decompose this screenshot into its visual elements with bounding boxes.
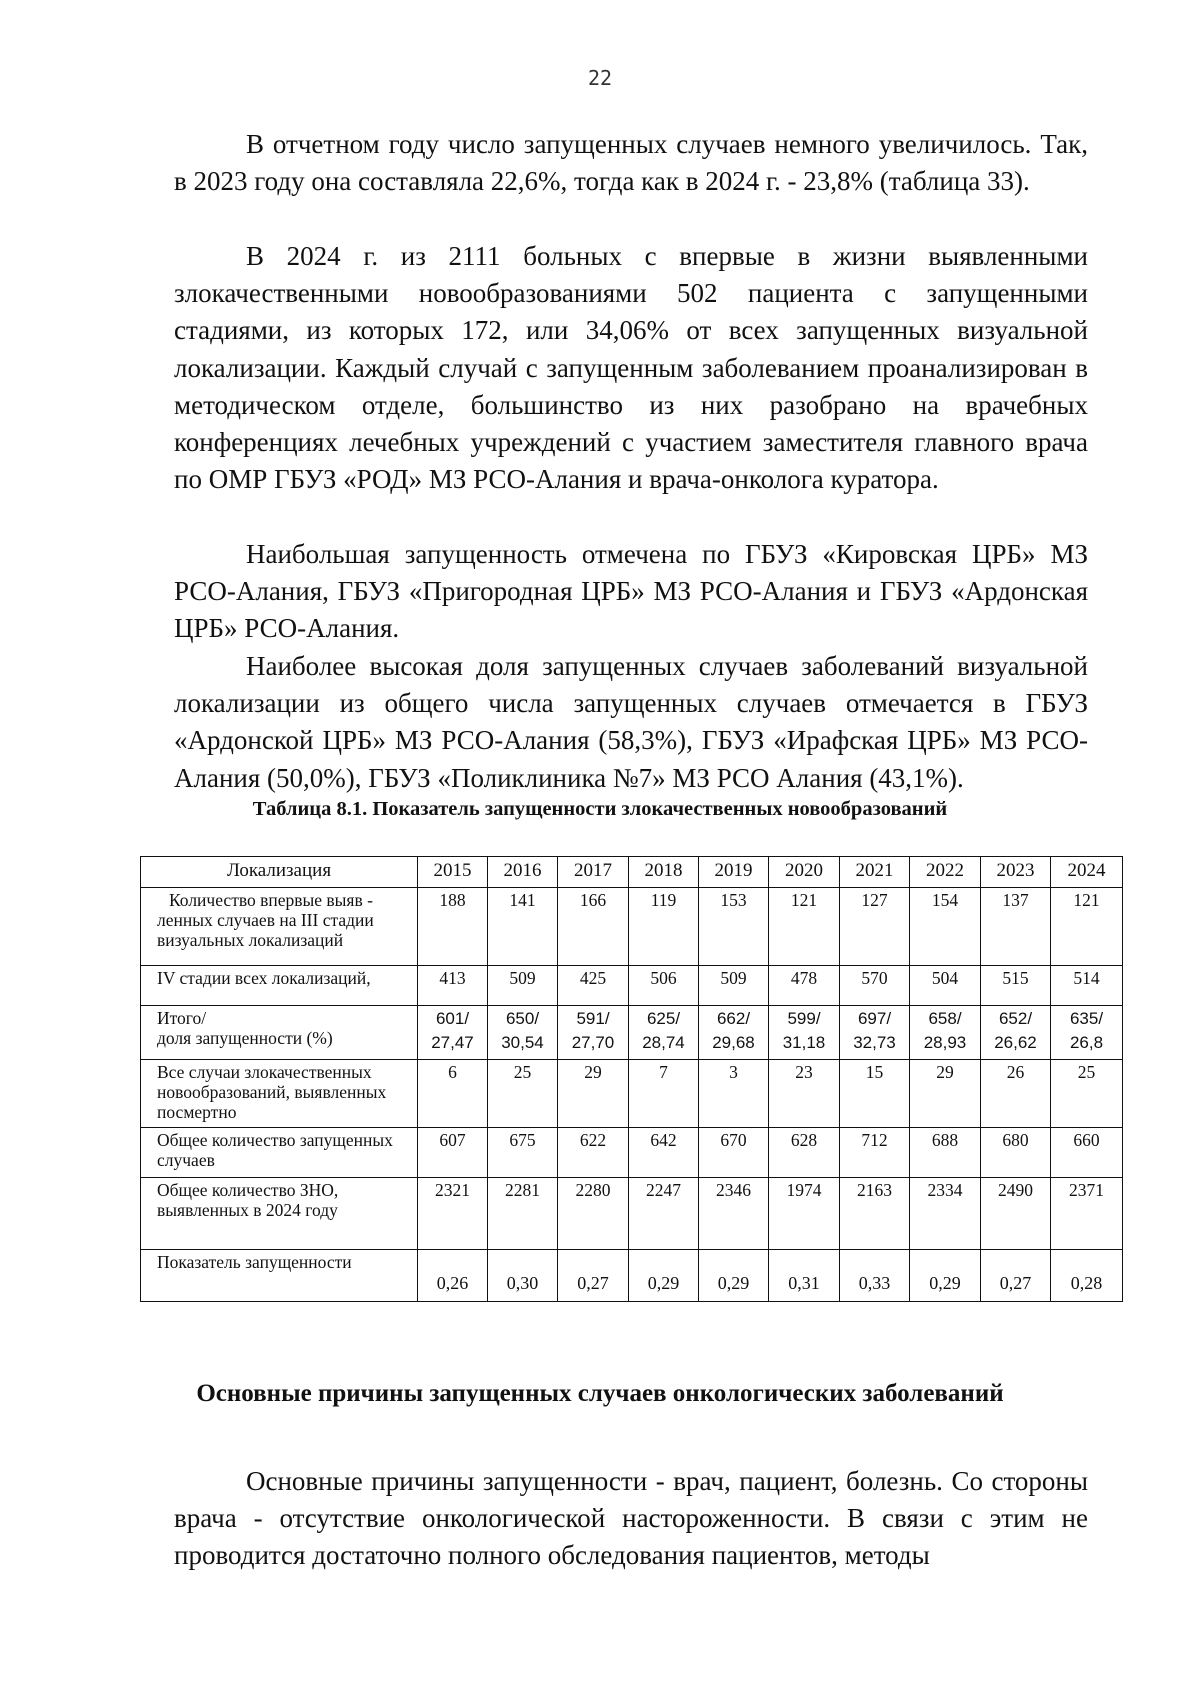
table-cell bbox=[488, 1006, 558, 1060]
table-cell: 0,27 bbox=[981, 1250, 1051, 1302]
total-value: 662/ bbox=[716, 1009, 751, 1028]
table-cell: 2247 bbox=[629, 1178, 699, 1250]
table-cell: 413 bbox=[418, 966, 488, 1006]
table-cell: 0,26 bbox=[418, 1250, 488, 1302]
table-cell: 0,31 bbox=[769, 1250, 840, 1302]
header-year: 2021 bbox=[840, 857, 910, 888]
table-cell bbox=[1051, 1006, 1123, 1060]
table-cell: 2371 bbox=[1051, 1178, 1123, 1250]
row-label: Общее количество ЗНО, выявленных в 2024 году bbox=[141, 1178, 418, 1250]
table-cell: 15 bbox=[840, 1060, 910, 1128]
total-value: 599/ bbox=[787, 1009, 821, 1028]
table-cell: 2490 bbox=[981, 1178, 1051, 1250]
table-cell bbox=[629, 1006, 699, 1060]
table-cell bbox=[699, 1006, 769, 1060]
total-value: 635/ bbox=[1069, 1009, 1104, 1028]
table-row bbox=[141, 966, 1123, 1006]
table-cell bbox=[910, 1006, 981, 1060]
table-row bbox=[141, 1250, 1123, 1302]
table-cell: 2346 bbox=[699, 1178, 769, 1250]
table-cell bbox=[558, 1006, 629, 1060]
table-cell: 29 bbox=[558, 1060, 629, 1128]
table-cell: 127 bbox=[840, 888, 910, 966]
row-label-line: Итого/ bbox=[157, 1008, 207, 1028]
table-cell: 680 bbox=[981, 1128, 1051, 1178]
table-cell: 0,28 bbox=[1051, 1250, 1123, 1302]
header-label: Локализация bbox=[141, 857, 418, 888]
table-row bbox=[141, 1178, 1123, 1250]
paragraph-3: Наибольшая запущенность отмечена по ГБУЗ «Кировская ЦРБ» МЗ РСО-Алания, ГБУЗ «Пригородная ЦРБ» МЗ РСО-Алания и ГБУЗ «Ардонская ЦРБ» РСО-Алания. bbox=[174, 539, 1088, 644]
total-value: 650/ bbox=[505, 1009, 540, 1028]
table-caption: Таблица 8.1. Показатель запущенности злокачественных новообразований bbox=[252, 798, 948, 820]
table-cell: 607 bbox=[418, 1128, 488, 1178]
header-year: 2016 bbox=[488, 857, 558, 888]
table-row bbox=[141, 1128, 1123, 1178]
table-cell: 25 bbox=[488, 1060, 558, 1128]
table-cell: 622 bbox=[558, 1128, 629, 1178]
paragraph-1: В отчетном году число запущенных случаев немного увеличилось. Так, в 2023 году она составляла 22,6%, тогда как в 2024 г. - 23,8% (таблица 33). bbox=[174, 129, 1088, 197]
row-label: IV стадии всех локализаций, bbox=[141, 966, 418, 1006]
header-year: 2020 bbox=[769, 857, 840, 888]
table-cell bbox=[769, 1006, 840, 1060]
share-value: 26,8 bbox=[1069, 1033, 1104, 1052]
total-value: 697/ bbox=[857, 1009, 892, 1028]
table-cell: 670 bbox=[699, 1128, 769, 1178]
table-cell: 675 bbox=[488, 1128, 558, 1178]
table-cell: 642 bbox=[629, 1128, 699, 1178]
table-cell: 121 bbox=[1051, 888, 1123, 966]
total-value: 601/ bbox=[435, 1009, 470, 1028]
page-number: 22 bbox=[587, 66, 613, 90]
row-label: Общее количество запущенных случаев bbox=[141, 1128, 418, 1178]
row-label: Количество впервые выяв - ленных случаев на III стадии визуальных локализаций bbox=[141, 888, 418, 966]
share-value: 28,74 bbox=[642, 1033, 685, 1052]
table-row bbox=[141, 1060, 1123, 1128]
share-value: 28,93 bbox=[923, 1033, 967, 1052]
header-year: 2024 bbox=[1051, 857, 1123, 888]
table-cell: 23 bbox=[769, 1060, 840, 1128]
share-value: 26,62 bbox=[994, 1033, 1037, 1052]
share-value: 29,68 bbox=[712, 1033, 755, 1052]
header-year: 2019 bbox=[699, 857, 769, 888]
table-cell: 515 bbox=[981, 966, 1051, 1006]
share-value: 27,70 bbox=[571, 1033, 615, 1052]
section-heading: Основные причины запущенных случаев онкологических заболеваний bbox=[196, 1380, 1004, 1407]
table-row bbox=[141, 1006, 1123, 1060]
table-cell: 29 bbox=[910, 1060, 981, 1128]
total-value: 591/ bbox=[576, 1009, 610, 1028]
header-year: 2017 bbox=[558, 857, 629, 888]
table-cell: 137 bbox=[981, 888, 1051, 966]
table-cell: 25 bbox=[1051, 1060, 1123, 1128]
table-cell: 506 bbox=[629, 966, 699, 1006]
share-value: 27,47 bbox=[431, 1033, 474, 1052]
data-table bbox=[140, 856, 1123, 1302]
table-cell bbox=[840, 1006, 910, 1060]
share-value: 30,54 bbox=[501, 1033, 544, 1052]
table-cell: 0,33 bbox=[840, 1250, 910, 1302]
table-cell: 188 bbox=[418, 888, 488, 966]
table-cell: 3 bbox=[699, 1060, 769, 1128]
table-cell: 509 bbox=[488, 966, 558, 1006]
share-value: 31,18 bbox=[782, 1033, 826, 1052]
row-label bbox=[141, 1006, 418, 1060]
paragraph-2: В 2024 г. из 2111 больных с впервые в жизни выявленными злокачественными новообразованиями 502 пациента с запущенными стадиями, из которых 172, или 34,06% от всех запущенных визуальной локализации. Каждый случай с запущенным заболеванием проанализирован в методическом отделе, большинство из них разобрано на врачебных конференциях лечебных учреждений с участием заместителя главного врача по ОМР ГБУЗ «РОД» МЗ РСО-Алания и врача-онколога куратора. bbox=[174, 241, 1088, 495]
table-cell: 2280 bbox=[558, 1178, 629, 1250]
table-cell: 1974 bbox=[769, 1178, 840, 1250]
closing-paragraph: Основные причины запущенности - врач, пациент, болезнь. Со стороны врача - отсутствие онкологической настороженности. В связи с этим не проводится достаточно полного обследования пациентов, методы bbox=[174, 1466, 1088, 1571]
table-cell: 2334 bbox=[910, 1178, 981, 1250]
table-cell: 119 bbox=[629, 888, 699, 966]
table-cell: 509 bbox=[699, 966, 769, 1006]
table-cell: 660 bbox=[1051, 1128, 1123, 1178]
total-value: 658/ bbox=[928, 1009, 962, 1028]
header-year: 2022 bbox=[910, 857, 981, 888]
table-cell: 504 bbox=[910, 966, 981, 1006]
table-header-row bbox=[141, 857, 1123, 888]
table-cell: 0,29 bbox=[910, 1250, 981, 1302]
table-cell: 2281 bbox=[488, 1178, 558, 1250]
table-cell: 0,27 bbox=[558, 1250, 629, 1302]
table-cell: 425 bbox=[558, 966, 629, 1006]
table-cell: 0,29 bbox=[699, 1250, 769, 1302]
table-cell: 166 bbox=[558, 888, 629, 966]
table-cell: 121 bbox=[769, 888, 840, 966]
table-cell: 2163 bbox=[840, 1178, 910, 1250]
table-cell: 2321 bbox=[418, 1178, 488, 1250]
row-label: Показатель запущенности bbox=[141, 1250, 418, 1302]
share-value: 32,73 bbox=[853, 1033, 896, 1052]
table-cell: 154 bbox=[910, 888, 981, 966]
table-cell: 6 bbox=[418, 1060, 488, 1128]
header-year: 2023 bbox=[981, 857, 1051, 888]
table-cell: 570 bbox=[840, 966, 910, 1006]
table-cell bbox=[981, 1006, 1051, 1060]
header-year: 2015 bbox=[418, 857, 488, 888]
total-value: 625/ bbox=[646, 1009, 681, 1028]
table-cell: 153 bbox=[699, 888, 769, 966]
header-year: 2018 bbox=[629, 857, 699, 888]
row-label: Все случаи злокачественных новообразований, выявленных посмертно bbox=[141, 1060, 418, 1128]
table-cell bbox=[418, 1006, 488, 1060]
table-cell: 0,29 bbox=[629, 1250, 699, 1302]
table-cell: 141 bbox=[488, 888, 558, 966]
table-cell: 712 bbox=[840, 1128, 910, 1178]
table-cell: 514 bbox=[1051, 966, 1123, 1006]
table-cell: 628 bbox=[769, 1128, 840, 1178]
paragraph-4: Наиболее высокая доля запущенных случаев заболеваний визуальной локализации из общего числа запущенных случаев отмечается в ГБУЗ «Ардонской ЦРБ» МЗ РСО-Алания (58,3%), ГБУЗ «Ирафская ЦРБ» МЗ РСО-Алания (50,0%), ГБУЗ «Поликлиника №7» МЗ РСО Алания (43,1%). bbox=[174, 651, 1088, 793]
table-cell: 0,30 bbox=[488, 1250, 558, 1302]
table-cell: 26 bbox=[981, 1060, 1051, 1128]
total-value: 652/ bbox=[998, 1009, 1033, 1028]
table-cell: 688 bbox=[910, 1128, 981, 1178]
table-cell: 478 bbox=[769, 966, 840, 1006]
row-label-line: доля запущенности (%) bbox=[157, 1028, 333, 1048]
table-cell: 7 bbox=[629, 1060, 699, 1128]
table-row bbox=[141, 888, 1123, 966]
